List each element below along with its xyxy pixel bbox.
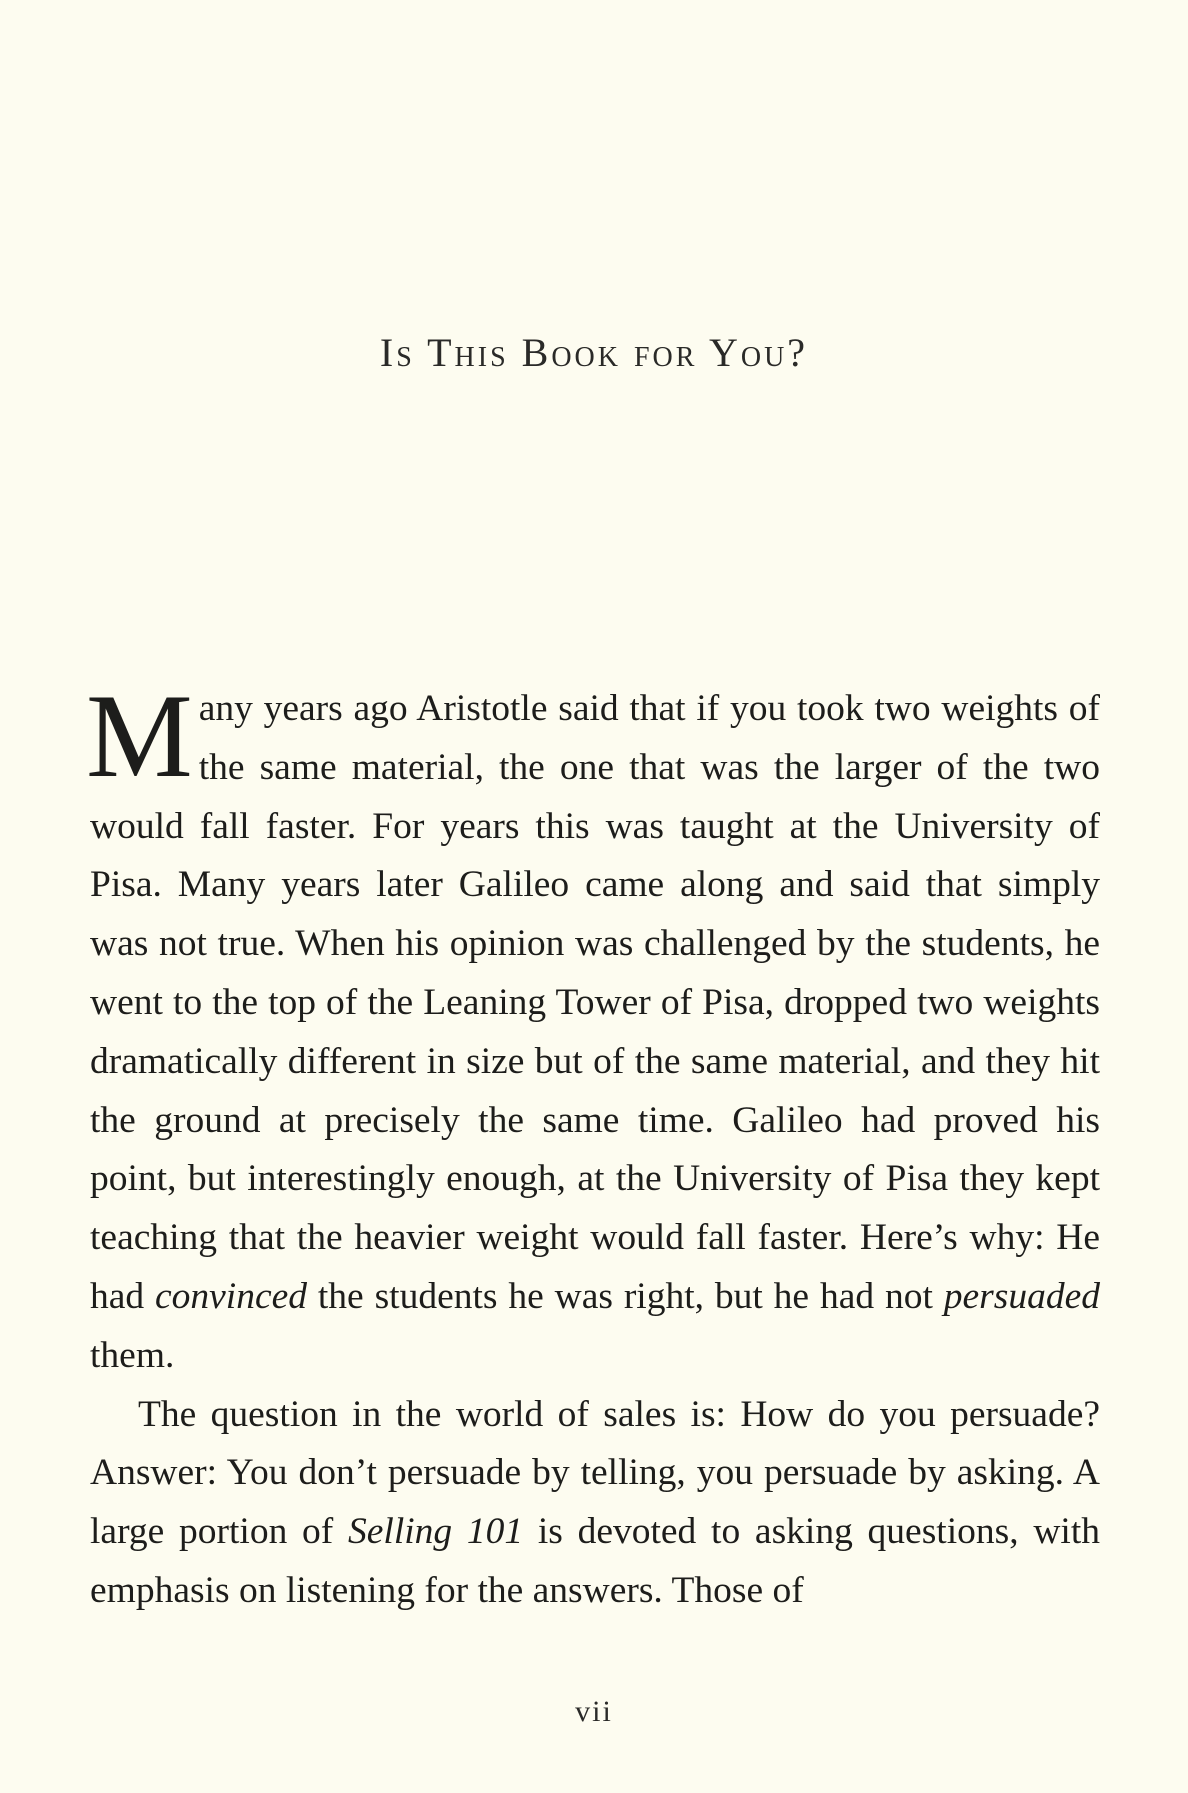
paragraph-2-lead: The question in the world of sales is: How do you persuade? Answer: You don’t persuade by telling, you persuade by asking. A large portion of xyxy=(90,1393,1100,1553)
emphasis-persuaded: persuaded xyxy=(943,1275,1100,1317)
paragraph-1-tail: them. xyxy=(90,1334,175,1376)
drop-cap: M xyxy=(86,669,193,802)
page-title: Is This Book for You? xyxy=(379,330,809,375)
paragraph-1-mid: the students he was right, but he had not xyxy=(307,1275,944,1317)
emphasis-book-title: Selling 101 xyxy=(348,1511,524,1553)
body-text xyxy=(86,669,1100,1621)
paragraph-2-tail: is devoted to asking questions, with emphasis on listening for the answers. Those of xyxy=(90,1511,1100,1611)
paragraph-1 xyxy=(86,669,1100,1386)
emphasis-convinced: convinced xyxy=(155,1275,308,1317)
paragraph-1-lead: any years ago Aristotle said that if you took two weights of the same material, the one that was the larger of the two would fall faster. For years this was taught at the University of Pisa. Many years later Galileo came along and said that simply was not true. When his opinion was challenged by the students, he went to the top of the Leaning Tower of Pisa, dropped two weights dramatically different in size but of the same material, and they hit the ground at precisely the same time. Galileo had proved his point, but interestingly enough, at the University of Pisa they kept teaching that the heavier weight would fall faster. Here’s why: He had xyxy=(90,688,1100,1317)
page-number: vii xyxy=(575,1695,613,1728)
paragraph-2 xyxy=(90,1386,1100,1621)
